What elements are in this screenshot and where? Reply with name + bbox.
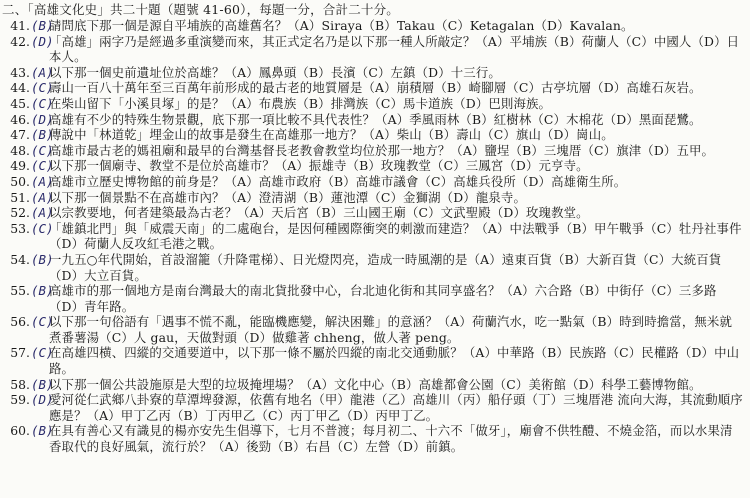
handwritten-answer: (A) xyxy=(31,205,54,221)
question-number: 51. xyxy=(10,189,30,205)
question-item xyxy=(2,143,744,159)
question-item xyxy=(2,65,744,81)
handwritten-answer: (B) xyxy=(31,423,54,439)
handwritten-answer: (D) xyxy=(31,33,54,49)
handwritten-answer: (C) xyxy=(31,345,54,361)
question-text: 高雄市立歷史博物館的前身是？（A）高雄市政府（B）高雄市議會（C）高雄兵役所（D）高雄衛生所。 xyxy=(49,173,627,189)
handwritten-answer: (A) xyxy=(31,189,54,205)
question-item xyxy=(2,174,744,190)
question-number: 57. xyxy=(10,345,30,361)
question-item xyxy=(2,377,744,393)
question-item xyxy=(2,314,744,345)
handwritten-answer: (C) xyxy=(31,80,54,96)
question-text: 高雄市的那一個地方是南台灣最大的南北貨批發中心，台北迪化街和其同享盛名？（A）六合路（B）中街仔（C）三多路（D）青年路。 xyxy=(49,283,717,314)
question-number: 50. xyxy=(10,173,30,189)
question-item xyxy=(2,112,744,128)
handwritten-answer: (D) xyxy=(31,111,54,127)
question-text: 在柴山留下「小溪貝塚」的是？（A）布農族（B）排灣族（C）馬卡道族（D）巴則海族。 xyxy=(49,95,552,111)
question-text: 以下那一個景點不在高雄市內？（A）澄清湖（B）蓮池潭（C）金獅湖（D）龍泉寺。 xyxy=(49,189,526,205)
section-title: 二、「高雄文化史」共二十題（題號 41-60），每題一分，合計二十分。 xyxy=(2,2,400,17)
question-text: 以下那一個廟寺、教堂不是位於高雄市？（A）振雄寺（B）玫瑰教堂（C）三鳳宮（D）元亨寺。 xyxy=(49,158,589,174)
handwritten-answer: (B) xyxy=(31,283,54,299)
handwritten-answer: (C) xyxy=(31,142,54,158)
question-text: 高雄有不少的特殊生物景觀，底下那一項比較不具代表性？（A）季風雨林（B）紅樹林（C）木棉花（D）黑面琵鷺。 xyxy=(49,111,702,127)
question-item xyxy=(2,283,744,314)
handwritten-answer: (D) xyxy=(31,392,54,408)
question-number: 59. xyxy=(10,392,30,408)
question-number: 46. xyxy=(10,111,30,127)
question-text: 壽山一百八十萬年至三百萬年前形成的最古老的地質層是（A）崩積層（B）崎腳層（C）古亭坑層（D）高雄石灰岩。 xyxy=(49,80,702,96)
question-text: 以下那一句俗語有「遇事不慌不亂，能臨機應變，解決困難」的意涵？（A）荷蘭汽水，吃一點氣（B）時到時擔當，無米就煮番薯湯（C）人 gau，天做對頭（D）做雞著 chheng，做人著 peng。 xyxy=(49,314,733,345)
question-number: 44. xyxy=(10,80,30,96)
question-item xyxy=(2,96,744,112)
question-item xyxy=(2,34,744,65)
question-number: 49. xyxy=(10,158,30,174)
question-item xyxy=(2,80,744,96)
handwritten-answer: (A) xyxy=(31,64,54,80)
question-number: 48. xyxy=(10,142,30,158)
question-item xyxy=(2,221,744,252)
question-text: 愛河從仁武鄉八卦寮的草潭埤發源，依舊有地名（甲）龍港（乙）高雄川（丙）船仔頭（丁）三塊厝港 流向大海，其流動順序應是？（A）甲丁乙丙（B）丁丙甲乙（C）丙丁甲乙（D）丙甲丁乙。 xyxy=(49,392,743,423)
handwritten-answer: (B) xyxy=(31,18,54,33)
question-list xyxy=(2,18,744,455)
question-text: 傳說中「林道乾」埋金山的故事是發生在高雄那一地方？（A）柴山（B）壽山（C）旗山（D）崗山。 xyxy=(49,127,614,143)
question-text: 以下那一個史前遺址位於高雄？（A）鳳鼻頭（B）長濱（C）左鎮（D）十三行。 xyxy=(49,64,501,80)
handwritten-answer: (C) xyxy=(31,95,54,111)
question-number: 41. xyxy=(10,18,30,33)
question-text: 「高雄」兩字乃是經過多重演變而來，其正式定名乃是以下那一種人所敲定？（A）平埔族（B）荷蘭人（C）中國人（D）日本人。 xyxy=(49,33,740,65)
question-number: 56. xyxy=(10,314,30,330)
question-item xyxy=(2,392,744,423)
question-number: 52. xyxy=(10,205,30,221)
question-item xyxy=(2,158,744,174)
question-number: 53. xyxy=(10,220,30,236)
question-text: 以下那一個公共設施原是大型的垃圾掩埋場？（A）文化中心（B）高雄都會公園（C）美術館（D）科學工藝博物館。 xyxy=(49,376,702,392)
question-number: 58. xyxy=(10,376,30,392)
question-item xyxy=(2,18,744,34)
question-item xyxy=(2,190,744,206)
handwritten-answer: (A) xyxy=(31,173,54,189)
question-item xyxy=(2,252,744,283)
handwritten-answer: (C) xyxy=(31,314,54,330)
question-text: 請問底下那一個是源自平埔族的高雄舊名？（A）Siraya（B）Takau（C）Ketagalan（D）Kavalan。 xyxy=(49,18,634,33)
question-number: 45. xyxy=(10,95,30,111)
question-text: 以宗教要地，何者建築最為古老？（A）天后宮（B）三山國王廟（C）文武聖殿（D）玫瑰教堂。 xyxy=(49,205,589,221)
question-text: 高雄市最古老的媽祖廟和最早的台灣基督長老教會教堂均位於那一地方？（A）鹽埕（B）三塊厝（C）旗津（D）五甲。 xyxy=(49,142,715,158)
question-text: 「雄鎮北門」與「威震天南」的二處砲台，是因何種國際衝突的刺激而建造？（A）中法戰爭（B）甲午戰爭（C）牡丹社事件（D）荷蘭人反攻紅毛港之戰。 xyxy=(49,220,742,252)
handwritten-answer: (B) xyxy=(31,251,54,267)
question-text: 在具有善心又有識見的楊亦安先生倡導下，七月不普渡；每月初二、十六不「做牙」，廟會不供牲醴、不燒金箔，而以水果清香取代的良好風氣，流行於？（A）後勁（B）右昌（C）左營（D）前鎮。 xyxy=(49,423,733,455)
handwritten-answer: (B) xyxy=(31,127,54,143)
question-item xyxy=(2,345,744,376)
question-number: 54. xyxy=(10,251,30,267)
question-number: 43. xyxy=(10,64,30,80)
question-text: 一九五○年代開始，首設溜籠（升降電梯）、日光燈閃亮，造成一時風潮的是（A）遠東百貨（B）大新百貨（C）大統百貨（D）大立百貨。 xyxy=(49,251,722,283)
question-item xyxy=(2,423,744,454)
question-number: 55. xyxy=(10,283,30,299)
handwritten-answer: (C) xyxy=(31,220,54,236)
question-number: 42. xyxy=(10,33,30,49)
question-number: 60. xyxy=(10,423,30,439)
question-item xyxy=(2,127,744,143)
question-number: 47. xyxy=(10,127,30,143)
question-item xyxy=(2,205,744,221)
handwritten-answer: (B) xyxy=(31,376,54,392)
handwritten-answer: (C) xyxy=(31,158,54,174)
question-text: 在高雄四横、四縱的交通要道中，以下那一條不屬於四縱的南北交通動脈？（A）中華路（B）民族路（C）民權路（D）中山路。 xyxy=(49,345,740,377)
